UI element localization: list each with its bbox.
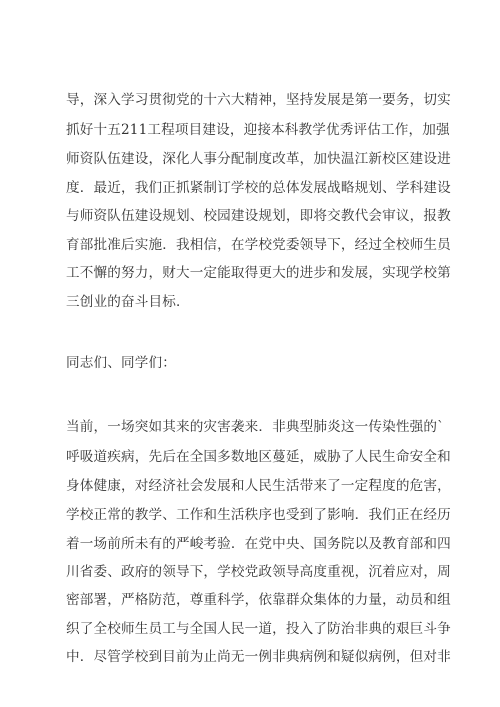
paragraph-line: 导，深入学习贯彻党的十六大精神，坚持发展是第一要务，切实 [66, 92, 451, 108]
paragraph-line: 身体健康，对经济社会发展和人民生活带来了一定程度的危害， [66, 478, 451, 494]
paragraph-line: 育部批准后实施．我相信，在学校党委领导下，经过全校师生员 [66, 237, 451, 253]
paragraph-line: 川省委、政府的领导下，学校党政领导高度重视，沉着应对，周 [66, 564, 451, 580]
paragraph-line: 与师资队伍建设规划、校园建设规划，即将交教代会审议，报教 [66, 208, 451, 224]
paragraph-line: 中．尽管学校到目前为止尚无一例非典病例和疑似病例，但对非 [66, 649, 451, 665]
paragraph-line: 工不懈的努力，财大一定能取得更大的进步和发展，实现学校第 [66, 265, 451, 281]
paragraph-line: 学校正常的教学、工作和生活秩序也受到了影响．我们正在经历 [66, 507, 451, 523]
paragraph-line: 抓好十五211工程项目建设，迎接本科教学优秀评估工作，加强 [66, 122, 450, 138]
paragraph-line: 呼吸道疾病，先后在全国多数地区蔓延，威胁了人民生命安全和 [66, 449, 451, 465]
paragraph-line: 织了全校师生员工与全国人民一道，投入了防治非典的艰巨斗争 [66, 621, 451, 637]
paragraph-line: 师资队伍建设，深化人事分配制度改革，加快温江新校区建设进 [66, 151, 451, 167]
paragraph-line: 着一场前所未有的严峻考验．在党中央、国务院以及教育部和四 [66, 536, 451, 552]
paragraph-line: 密部署，严格防范，尊重科学，依靠群众集体的力量，动员和组 [66, 592, 451, 608]
paragraph-line: 当前，一场突如其来的灾害袭来．非典型肺炎这一传染性强的` [66, 419, 445, 435]
salutation: 同志们、同学们： [66, 355, 176, 371]
paragraph-line: 度．最近，我们正抓紧制订学校的总体发展战略规划、学科建设 [66, 180, 451, 196]
paragraph-line: 三创业的奋斗目标． [66, 294, 190, 310]
